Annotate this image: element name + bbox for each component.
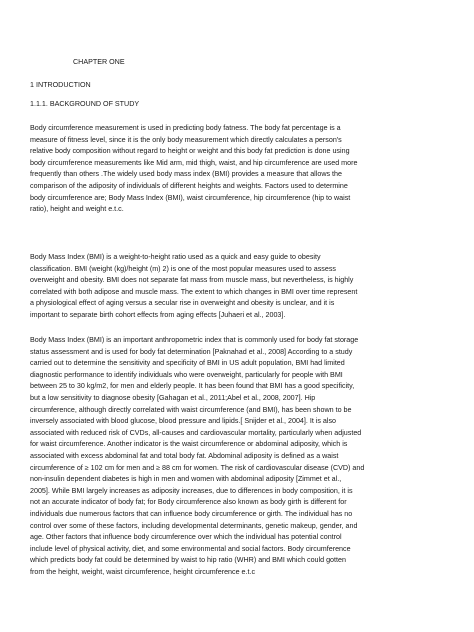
- paragraph-line: measure of fitness level, since it is the only body measurement which directly calculates a person's: [30, 135, 342, 144]
- paragraph-line: from the height, weight, waist circumference, height circumference e.t.c: [30, 567, 256, 576]
- paragraph-line: body circumference measurements like Mid arm, mid thigh, waist, and hip circumference are used more: [30, 158, 358, 167]
- paragraph-line: between 25 to 30 kg/m2, for men and elderly people. It has been found that BMI has a good specificity,: [30, 382, 355, 391]
- paragraph-line: inversely associated with blood glucose, blood pressure and lipids.[ Snijder et al., 2004]. It is also: [30, 417, 337, 426]
- paragraph-line: for waist circumference. Another indicator is the waist circumference or abdominal adiposity, which is: [30, 440, 348, 449]
- paragraph-line: which predicts body fat could be determined by waist to hip ratio (WHR) and BMI which could gotten: [30, 556, 346, 565]
- paragraph-line: age. Other factors that influence body circumference over which the individual has potential control: [30, 533, 342, 542]
- paragraph-line: individuals due numerous factors that can influence body circumference or girth. The individual has no: [30, 509, 353, 518]
- paragraph-line: Body Mass Index (BMI) is an important anthropometric index that is commonly used for body fat storage: [30, 336, 359, 344]
- paragraph-line: overweight and obesity. BMI does not separate fat mass from muscle mass, but nevertheless, is highly: [30, 276, 354, 285]
- subsection-heading: 1.1.1. BACKGROUND OF STUDY: [30, 100, 140, 108]
- paragraph-line: important to separate birth cohort effects from aging effects [Juhaeri et al., 2003].: [30, 310, 286, 319]
- paragraph-line: status assessment and is used for body fat determination [Paknahad et al., 2008] According to a study: [30, 347, 353, 356]
- paragraph-line: control over some of these factors, including developmental determinants, genetic makeup, gender, and: [30, 521, 358, 530]
- paragraph-line: correlated with both adipose and muscle mass. The extent to which changes in BMI over time represent: [30, 287, 358, 296]
- section-heading: 1 INTRODUCTION: [30, 81, 91, 89]
- paragraph-bmi-assessment: [30, 335, 450, 578]
- paragraph-line: a physiological effect of aging versus a secular rise in overweight and obesity is unclear, and it is: [30, 299, 335, 308]
- paragraph-line: body circumference are; Body Mass Index (BMI), waist circumference, hip circumference (hip to waist: [30, 193, 351, 202]
- paragraph-line: Body Mass Index (BMI) is a weight-to-height ratio used as a quick and easy guide to obesity: [30, 253, 321, 261]
- paragraph-line: classification. BMI (weight (kg)/height (m) 2) is one of the most popular measures used to assess: [30, 264, 336, 273]
- paragraph-body-circumference: [30, 123, 450, 216]
- paragraph-line: but a low sensitivity to diagnose obesity [Gahagan et al., 2011;Abel et al., 2008, 2007]. Hip: [30, 393, 316, 402]
- paragraph-line: frequently than others .The widely used body mass index (BMI) provides a measure that allows the: [30, 170, 342, 179]
- paragraph-line: ratio), height and weight e.t.c.: [30, 205, 124, 214]
- paragraph-line: not an accurate indicator of body fat; for Body circumference also known as body girth is different for: [30, 498, 347, 507]
- paragraph-line: circumference, although directly correlated with waist circumference (and BMI), has been shown to be: [30, 405, 352, 414]
- paragraph-line: associated with reduced risk of CVDs, all-causes and cardiovascular mortality, particularly when adjusted: [30, 428, 362, 437]
- paragraph-line: Body circumference measurement is used in predicting body fatness. The body fat percentage is a: [30, 124, 341, 132]
- paragraph-line: 2005]. While BMI largely increases as adiposity increases, due to differences in body composition, it is: [30, 486, 353, 495]
- paragraph-line: comparison of the adiposity of individuals of different heights and weights. Factors used to determine: [30, 181, 348, 190]
- paragraph-bmi-definition: [30, 252, 450, 322]
- paragraph-line: carried out to determine the sensitivity and specificity of BMI in US adult population, BMI had limited: [30, 359, 345, 368]
- paragraph-line: diagnostic performance to identify individuals who were overweight, particularly for people with BMI: [30, 370, 343, 379]
- paragraph-line: relative body composition without regard to height or weight and this body fat prediction is done using: [30, 147, 350, 156]
- paragraph-line: include level of physical activity, diet, and some environmental and social factors. Body circumference: [30, 544, 351, 553]
- paragraph-line: non-insulin dependent diabetes is high in men and women with abdominal adiposity [Zimmet et al.,: [30, 475, 342, 484]
- paragraph-line: circumference of ≥ 102 cm for men and ≥ 88 cm for women. The risk of cardiovascular disease (CVD) and: [30, 463, 365, 472]
- chapter-heading: CHAPTER ONE: [73, 58, 125, 66]
- paragraph-line: associated with excess abdominal fat and total body fat. Abdominal adiposity is defined as a waist: [30, 451, 339, 460]
